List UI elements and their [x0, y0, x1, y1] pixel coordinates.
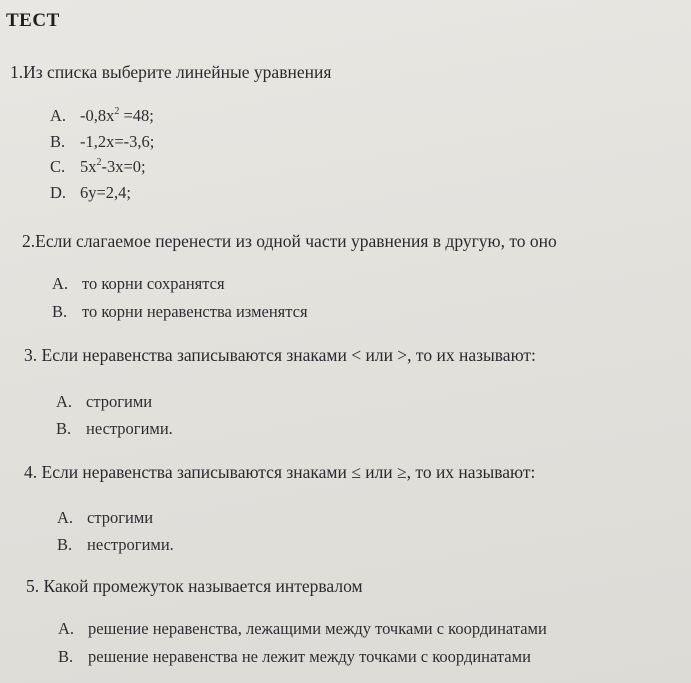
question-5-option-b [58, 647, 531, 667]
option-letter: A. [50, 106, 67, 125]
option-text: нестрогими. [86, 419, 173, 438]
option-expression-prefix: 5x [80, 157, 97, 176]
question-1-text: 1.Из списка выберите линейные уравнения [10, 62, 332, 82]
question-5-option-a [58, 619, 547, 639]
option-letter: A. [57, 508, 74, 527]
question-5-text: 5. Какой промежуток называется интервалом [26, 576, 363, 596]
option-letter: D. [50, 183, 67, 202]
option-expression-prefix: -0,8x [80, 106, 115, 125]
question-2-option-b [52, 302, 308, 322]
option-letter: B. [57, 535, 73, 554]
question-1-option-b [50, 132, 154, 152]
question-4-option-a [57, 508, 153, 528]
question-3-option-b [56, 419, 173, 439]
question-2-option-a [52, 274, 225, 294]
option-text: то корни неравенства изменятся [82, 302, 308, 321]
question-2-text: 2.Если слагаемое перенести из одной части уравнения в другую, то оно [22, 231, 557, 251]
question-4-text: 4. Если неравенства записываются знаками ≤ или ≥, то их называют: [24, 462, 536, 482]
option-text: решение неравенства, лежащими между точками с координатами [88, 619, 547, 638]
question-4-option-b [57, 535, 174, 555]
question-1-option-c [50, 157, 146, 177]
option-exponent: 2 [114, 106, 120, 117]
option-letter: B. [58, 647, 74, 666]
option-letter: B. [50, 132, 66, 151]
option-exponent: 2 [96, 157, 102, 168]
option-letter: A. [52, 274, 69, 293]
option-text: то корни сохранятся [82, 274, 225, 293]
option-letter: C. [50, 157, 66, 176]
option-text: решение неравенства не лежит между точками с координатами [88, 647, 531, 666]
option-text: 6y=2,4; [80, 183, 132, 202]
option-text: строгими [87, 508, 154, 527]
option-letter: B. [56, 419, 72, 438]
question-1-option-a [50, 106, 154, 126]
option-letter: A. [56, 392, 73, 411]
option-text: нестрогими. [87, 535, 174, 554]
option-text: строгими [86, 392, 153, 411]
question-3-text: 3. Если неравенства записываются знаками < или >, то их называют: [24, 345, 536, 365]
question-1-option-d [50, 183, 131, 203]
option-letter: A. [58, 619, 75, 638]
option-text: -1,2x=-3,6; [80, 132, 155, 151]
option-expression-suffix: =48; [119, 106, 154, 125]
option-expression-suffix: -3x=0; [101, 157, 146, 176]
option-letter: B. [52, 302, 68, 321]
page-title: ТЕСТ [6, 10, 60, 31]
question-3-option-a [56, 392, 152, 412]
